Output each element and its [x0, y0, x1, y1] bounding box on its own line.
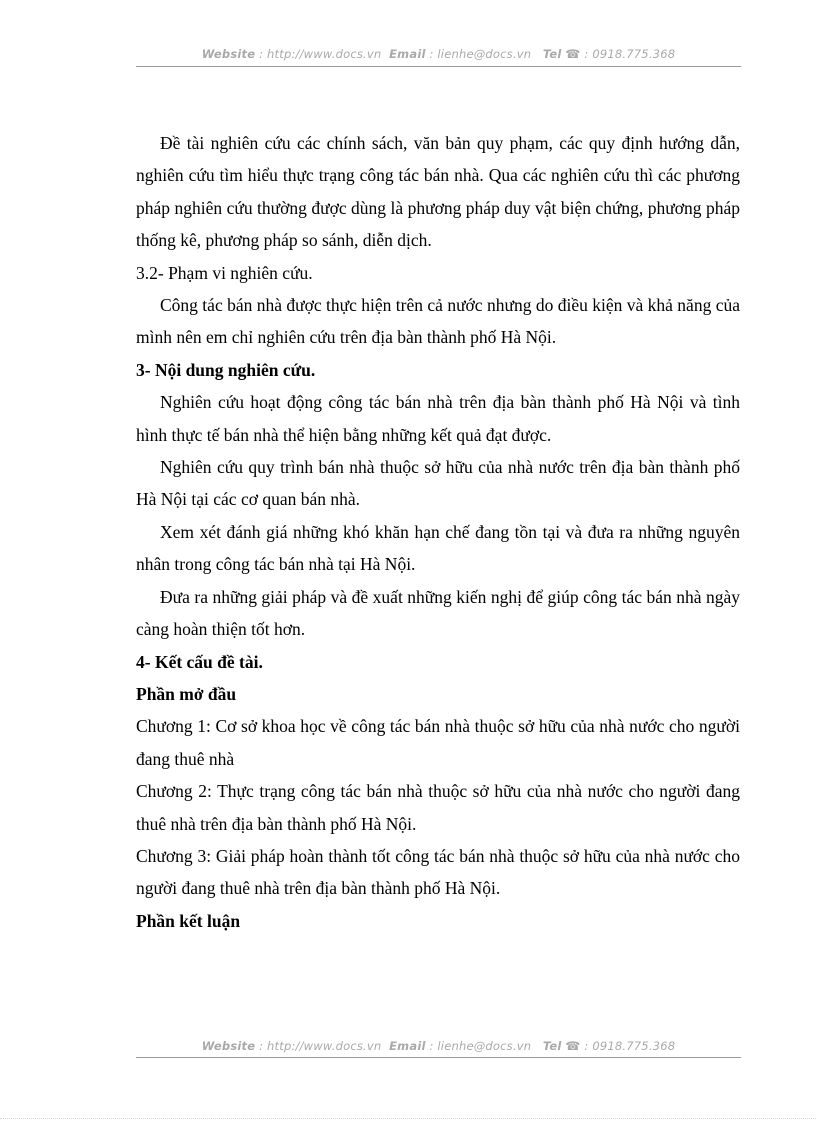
- tel-label: Tel: [542, 47, 562, 61]
- paragraph-intro: Đề tài nghiên cứu các chính sách, văn bản quy phạm, các quy định hướng dẫn, nghiên cứu tìm hiểu thực trạng công tác bán nhà. Qua các nghiên cứu thì các phương pháp nghiên cứu thường được dùng là phương pháp duy vật biện chứng, phương pháp thống kê, phương pháp so sánh, diễn dịch.: [136, 133, 740, 251]
- footer-website-separator: :: [255, 1039, 268, 1053]
- page-bottom-border: [0, 1118, 816, 1119]
- email-separator: :: [425, 47, 438, 61]
- structure-chapter-1: Chương 1: Cơ sở khoa học về công tác bán nhà thuộc sở hữu của nhà nước cho người đang thuê nhà: [136, 716, 740, 769]
- tel-value: 0918.775.368: [592, 47, 676, 61]
- tel-separator: :: [580, 47, 593, 61]
- paragraph-scope: Công tác bán nhà được thực hiện trên cả nước nhưng do điều kiện và khả năng của mình nên em chỉ nghiên cứu trên địa bàn thành phố Hà Nội.: [136, 295, 740, 348]
- email-link[interactable]: lienhe@docs.vn: [437, 47, 532, 61]
- structure-conclusion-part: Phần kết luận: [136, 910, 241, 931]
- footer-website-link[interactable]: http://www.docs.vn: [267, 1039, 382, 1053]
- footer-email-label: Email: [389, 1039, 426, 1053]
- page-footer: [136, 1039, 741, 1053]
- header-rule: [136, 66, 741, 67]
- paragraph-content-4: Đưa ra những giải pháp và đề xuất những kiến nghị để giúp công tác bán nhà ngày càng hoàn thiện tốt hơn.: [136, 586, 740, 640]
- section-heading-structure: 4- Kết cấu đề tài.: [136, 651, 263, 672]
- footer-website-label: Website: [201, 1039, 256, 1053]
- page-header: [136, 47, 741, 61]
- website-separator: :: [255, 47, 268, 61]
- footer-tel-label: Tel: [542, 1039, 562, 1053]
- website-link[interactable]: http://www.docs.vn: [267, 47, 382, 61]
- section-heading-scope: 3.2- Phạm vi nghiên cứu.: [136, 262, 313, 283]
- footer-rule: [136, 1057, 741, 1058]
- footer-email-separator: :: [425, 1039, 438, 1053]
- footer-email-link[interactable]: lienhe@docs.vn: [437, 1039, 532, 1053]
- structure-intro-part: Phần mở đầu: [136, 683, 237, 704]
- structure-chapter-3: Chương 3: Giải pháp hoàn thành tốt công tác bán nhà thuộc sở hữu của nhà nước cho người đang thuê nhà trên địa bàn thành phố Hà Nội.: [136, 845, 740, 899]
- email-label: Email: [389, 47, 426, 61]
- section-heading-content: 3- Nội dung nghiên cứu.: [136, 359, 316, 380]
- phone-icon: ☎: [565, 47, 581, 61]
- footer-phone-icon: ☎: [565, 1039, 581, 1053]
- paragraph-content-3: Xem xét đánh giá những khó khăn hạn chế đang tồn tại và đưa ra những nguyên nhân trong công tác bán nhà tại Hà Nội.: [136, 521, 740, 575]
- structure-chapter-2: Chương 2: Thực trạng công tác bán nhà thuộc sở hữu của nhà nước cho người đang thuê nhà trên địa bàn thành phố Hà Nội.: [136, 781, 740, 834]
- paragraph-content-2: Nghiên cứu quy trình bán nhà thuộc sở hữu của nhà nước trên địa bàn thành phố Hà Nội tại các cơ quan bán nhà.: [136, 457, 740, 510]
- footer-tel-value: 0918.775.368: [592, 1039, 676, 1053]
- website-label: Website: [201, 47, 256, 61]
- paragraph-content-1: Nghiên cứu hoạt động công tác bán nhà trên địa bàn thành phố Hà Nội và tình hình thực tế bán nhà thể hiện bằng những kết quả đạt được.: [136, 392, 740, 445]
- footer-tel-separator: :: [580, 1039, 593, 1053]
- document-body: [136, 127, 740, 937]
